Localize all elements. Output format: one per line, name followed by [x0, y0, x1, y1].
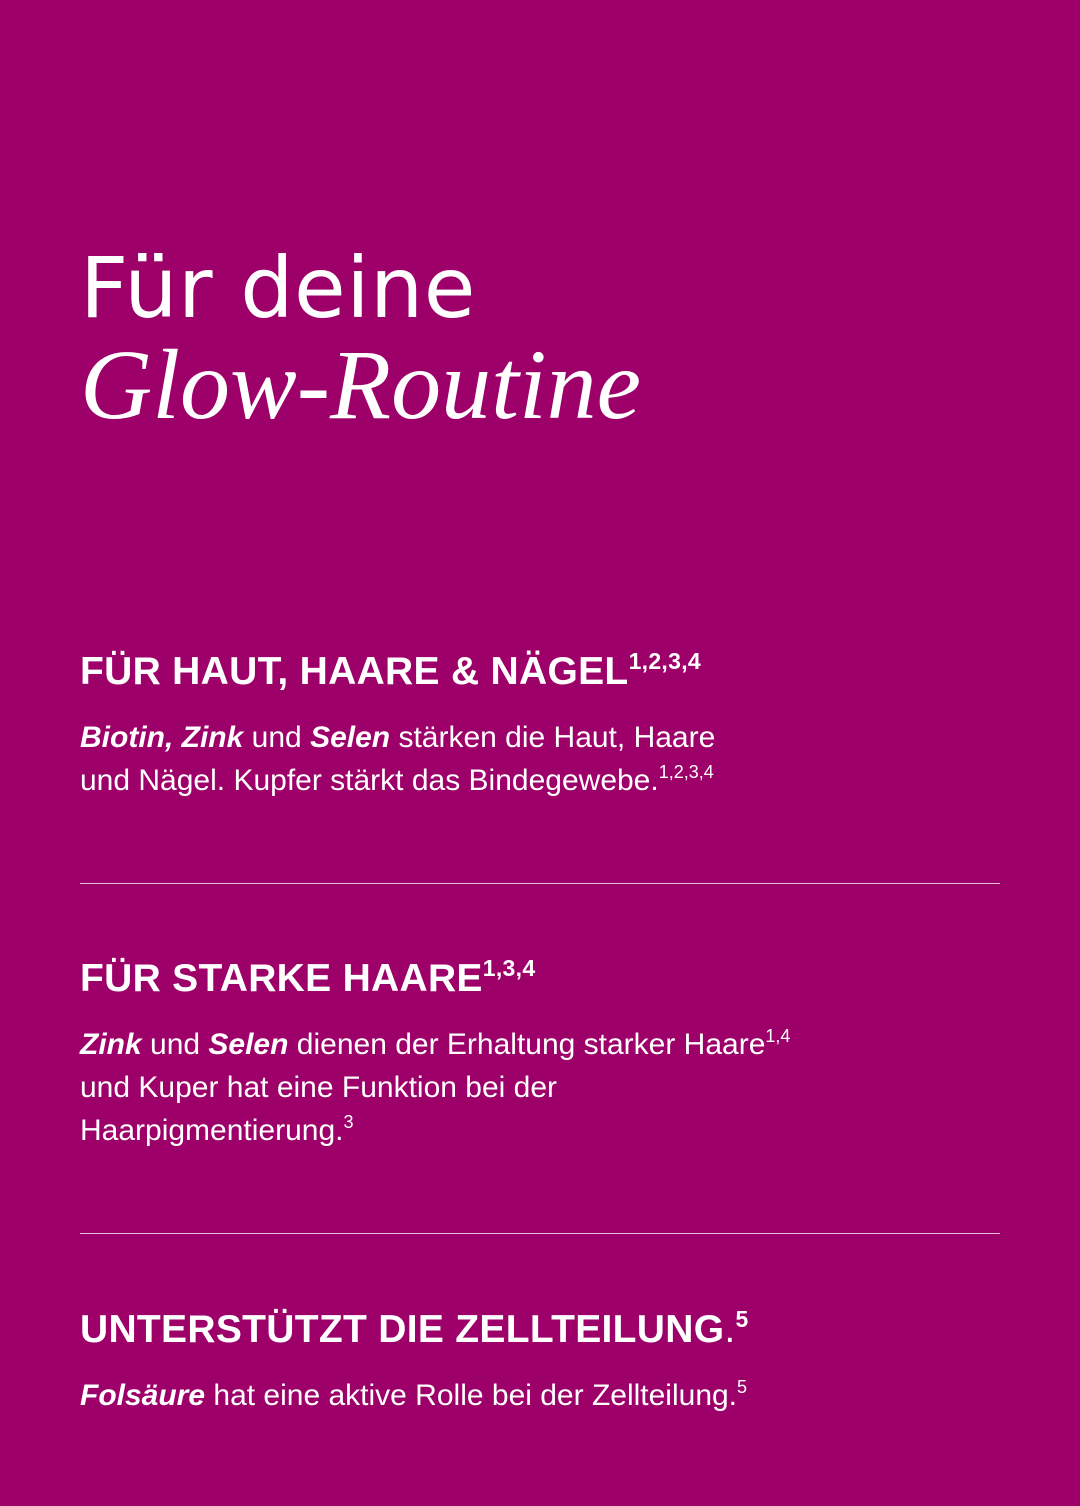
body-footnote: 1,4	[765, 1026, 791, 1046]
divider	[80, 1233, 1000, 1234]
section-heading: FÜR HAUT, HAARE & NÄGEL$^{1,2,3,4}$	[80, 648, 701, 693]
section-heading: UNTERSTÜTZT DIE ZELLTEILUNG.$^5$	[80, 1306, 749, 1351]
heading-footnote: 5	[735, 1306, 749, 1332]
divider	[80, 883, 1000, 884]
section-body: Folsäure hat eine aktive Rolle bei der Zellteilung.$^5$	[80, 1377, 748, 1412]
body-footnote: 3	[343, 1112, 354, 1132]
section-strong-hair	[80, 955, 1000, 1152]
section-heading: FÜR STARKE HAARE$^{1,3,4}$	[80, 955, 536, 1000]
title-line-1: Für deine	[80, 239, 476, 337]
heading-footnote: 1,2,3,4	[628, 648, 701, 674]
section-body: Zink und Selen dienen der Erhaltung starker Haare$^{1,4}$ und Kuper hat eine Funktion bei der Haarpigmentierung.$^3$	[80, 1026, 791, 1147]
heading-footnote: 1,3,4	[482, 955, 536, 981]
title-line-2: Glow-Routine	[80, 329, 642, 440]
body-footnote: 1,2,3,4	[658, 762, 714, 782]
section-skin-hair-nails	[80, 648, 1000, 802]
section-body: Biotin, Zink und Selen stärken die Haut, Haare und Nägel. Kupfer stärkt das Bindegewebe.$^{1,2,3,4}$	[80, 721, 716, 797]
body-footnote: 5	[737, 1377, 748, 1397]
section-cell-division	[80, 1306, 1000, 1417]
